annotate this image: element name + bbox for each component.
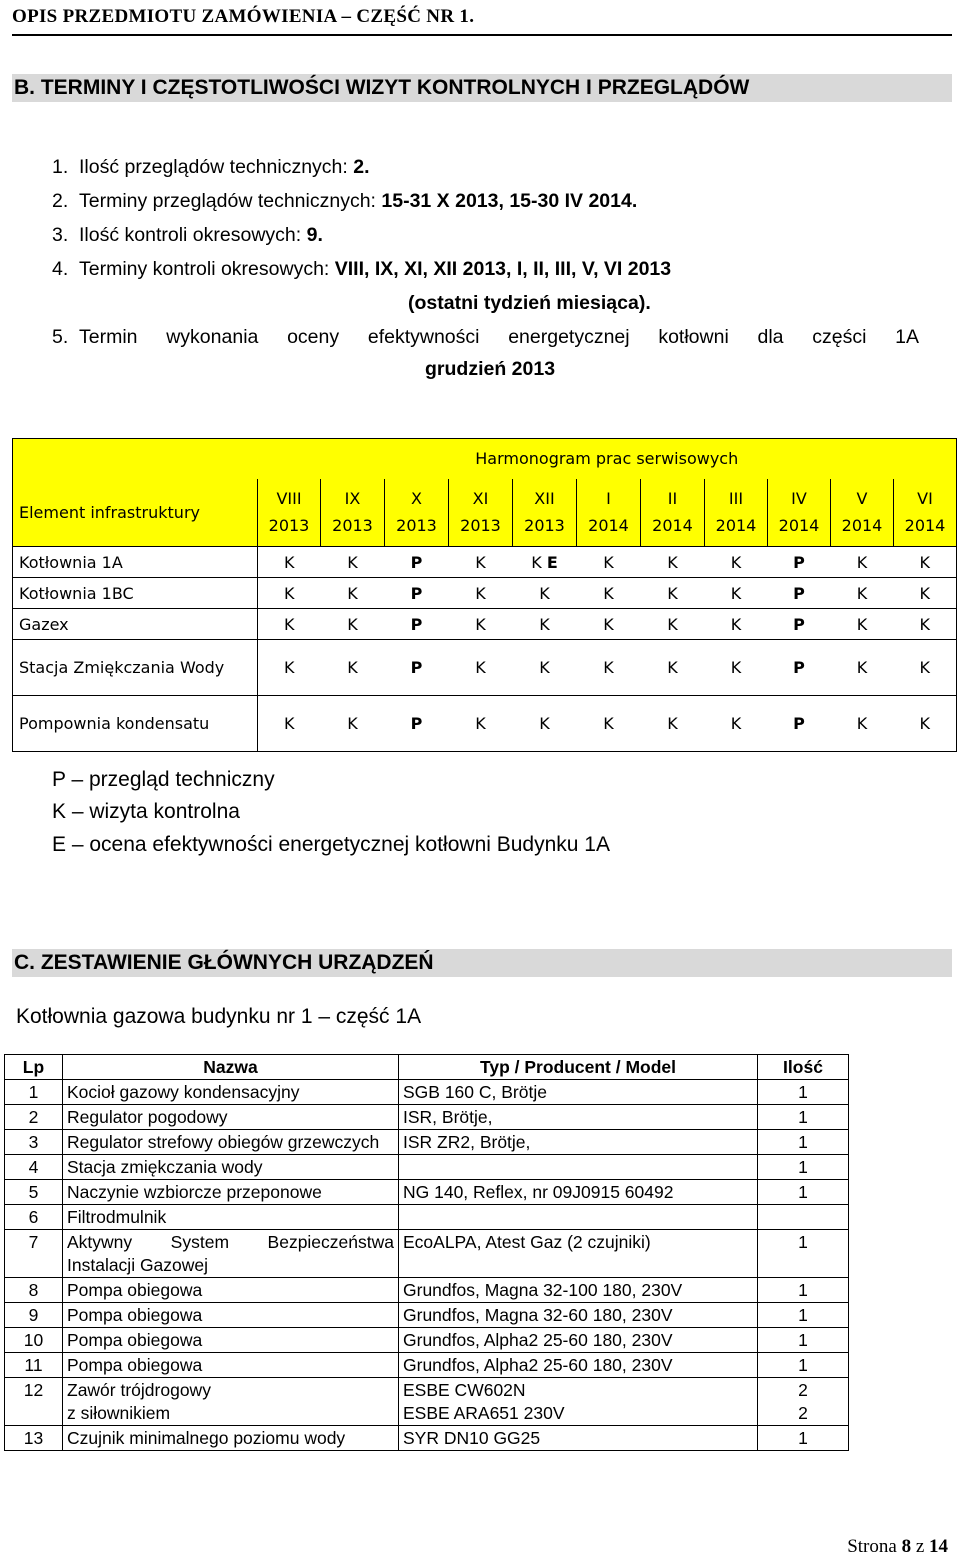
- footer-label: Strona: [847, 1536, 902, 1557]
- list-item: [52, 257, 671, 281]
- section-b-heading: B. TERMINY I CZĘSTOTLIWOŚCI WIZYT KONTROLNYCH I PRZEGLĄDÓW: [12, 74, 952, 102]
- equipment-name: Pompa obiegowa: [63, 1303, 399, 1328]
- schedule-cell: K: [894, 547, 957, 578]
- month-header: III 2014: [705, 479, 768, 547]
- equipment-qty: 1: [758, 1130, 849, 1155]
- schedule-row-name: Gazex: [13, 609, 258, 640]
- table-row: [5, 1353, 849, 1378]
- equipment-type: Grundfos, Magna 32-60 180, 230V: [399, 1303, 758, 1328]
- equipment-name: Filtrodmulnik: [63, 1205, 399, 1230]
- table-row: [5, 1155, 849, 1180]
- schedule-cell: K: [449, 547, 513, 578]
- table-row: [5, 1278, 849, 1303]
- month-header: V 2014: [831, 479, 894, 547]
- list-number: 3.: [52, 224, 69, 246]
- schedule-row: [13, 696, 957, 752]
- list-text: Terminy kontroli okresowych:: [79, 258, 335, 280]
- footer-page-number: 8: [901, 1536, 912, 1557]
- schedule-cell: K: [577, 640, 641, 696]
- service-schedule-table: [12, 438, 957, 752]
- month-header: VI 2014: [894, 479, 957, 547]
- schedule-cell: P: [768, 578, 831, 609]
- equipment-name: Zawór trójdrogowy z siłownikiem: [63, 1378, 399, 1426]
- equipment-name: Kocioł gazowy kondensacyjny: [63, 1080, 399, 1105]
- schedule-cell: K: [513, 640, 577, 696]
- month-header: XI 2013: [449, 479, 513, 547]
- schedule-cell: K: [449, 578, 513, 609]
- list-number: 1.: [52, 156, 69, 178]
- equipment-name: Regulator pogodowy: [63, 1105, 399, 1130]
- equipment-type: ESBE CW602N ESBE ARA651 230V: [399, 1378, 758, 1426]
- equipment-lp: 13: [5, 1426, 63, 1451]
- list-item: [52, 155, 369, 179]
- col-header-lp: Lp: [5, 1055, 63, 1080]
- equipment-qty: 1: [758, 1328, 849, 1353]
- table-row: [5, 1303, 849, 1328]
- schedule-cell: K: [831, 547, 894, 578]
- equipment-qty: 1: [758, 1426, 849, 1451]
- schedule-cell: P: [385, 696, 449, 752]
- schedule-cell: K: [258, 609, 321, 640]
- schedule-cell: K: [894, 640, 957, 696]
- schedule-cell: K: [641, 696, 705, 752]
- schedule-cell: K: [513, 578, 577, 609]
- schedule-caption: Harmonogram prac serwisowych: [258, 439, 957, 479]
- schedule-cell: K: [894, 609, 957, 640]
- equipment-qty: 1: [758, 1230, 849, 1278]
- equipment-type: EcoALPA, Atest Gaz (2 czujniki): [399, 1230, 758, 1278]
- schedule-cell: K: [894, 696, 957, 752]
- schedule-cell: K E: [513, 547, 577, 578]
- equipment-qty: 1: [758, 1105, 849, 1130]
- schedule-corner-cell: [13, 439, 258, 479]
- page-footer: [847, 1536, 948, 1558]
- table-row: [5, 1378, 849, 1426]
- schedule-cell: P: [768, 609, 831, 640]
- schedule-cell: K: [641, 578, 705, 609]
- equipment-name: Regulator strefowy obiegów grzewczych: [63, 1130, 399, 1155]
- month-header: II 2014: [641, 479, 705, 547]
- schedule-cell: P: [385, 609, 449, 640]
- month-header: X 2013: [385, 479, 449, 547]
- schedule-cell: P: [385, 578, 449, 609]
- schedule-row: [13, 640, 957, 696]
- list-text: Terminy przeglądów technicznych:: [79, 190, 382, 212]
- list-text: Termin wykonania oceny efektywności energetycznej kotłowni dla części 1A: [79, 326, 919, 348]
- schedule-row: [13, 547, 957, 578]
- equipment-type: SGB 160 C, Brötje: [399, 1080, 758, 1105]
- table-row: [5, 1328, 849, 1353]
- list-item: [52, 223, 323, 247]
- list-number: 2.: [52, 190, 69, 212]
- legend-item: E – ocena efektywności energetycznej kotłowni Budynku 1A: [52, 833, 610, 856]
- month-header: XII 2013: [513, 479, 577, 547]
- schedule-body: [13, 547, 957, 752]
- section-c-heading: C. ZESTAWIENIE GŁÓWNYCH URZĄDZEŃ: [12, 949, 952, 977]
- schedule-cell: P: [768, 547, 831, 578]
- equipment-type: Grundfos, Alpha2 25-60 180, 230V: [399, 1328, 758, 1353]
- equipment-lp: 7: [5, 1230, 63, 1278]
- schedule-row-name: Kotłownia 1A: [13, 547, 258, 578]
- equipment-qty: 1: [758, 1080, 849, 1105]
- equipment-lp: 1: [5, 1080, 63, 1105]
- schedule-cell: K: [321, 547, 385, 578]
- list-number: 4.: [52, 258, 69, 280]
- schedule-cell: K: [258, 696, 321, 752]
- list-value: 9.: [306, 224, 323, 246]
- equipment-qty: 1: [758, 1155, 849, 1180]
- col-header-type: Typ / Producent / Model: [399, 1055, 758, 1080]
- schedule-cell: K: [577, 609, 641, 640]
- equipment-type: Grundfos, Magna 32-100 180, 230V: [399, 1278, 758, 1303]
- equipment-name: Stacja zmiękczania wody: [63, 1155, 399, 1180]
- list-number: 5.: [52, 326, 69, 348]
- col-header-qty: Ilość: [758, 1055, 849, 1080]
- schedule-cell: K: [705, 547, 768, 578]
- list-item-continuation: [408, 291, 651, 315]
- equipment-subtitle: Kotłownia gazowa budynku nr 1 – część 1A: [16, 1005, 422, 1028]
- month-header: IX 2013: [321, 479, 385, 547]
- equipment-qty: 1: [758, 1180, 849, 1205]
- schedule-cell: K: [321, 640, 385, 696]
- list-item: [52, 325, 920, 349]
- schedule-cell: K: [258, 640, 321, 696]
- schedule-cell: K: [831, 609, 894, 640]
- schedule-cell: K: [705, 640, 768, 696]
- list-value: VIII, IX, XI, XII 2013, I, II, III, V, VI 2013: [334, 258, 672, 280]
- table-row: [5, 1230, 849, 1278]
- schedule-cell: P: [385, 640, 449, 696]
- schedule-cell: K: [513, 696, 577, 752]
- equipment-lp: 11: [5, 1353, 63, 1378]
- table-row: [5, 1105, 849, 1130]
- schedule-cell: P: [768, 640, 831, 696]
- equipment-lp: 8: [5, 1278, 63, 1303]
- schedule-row: [13, 578, 957, 609]
- schedule-cell: K: [258, 547, 321, 578]
- schedule-row: [13, 609, 957, 640]
- equipment-name: Naczynie wzbiorcze przeponowe: [63, 1180, 399, 1205]
- schedule-cell: K: [831, 696, 894, 752]
- list-item: [52, 189, 637, 213]
- table-row: [5, 1205, 849, 1230]
- schedule-row-name: Pompownia kondensatu: [13, 696, 258, 752]
- schedule-cell: K: [705, 578, 768, 609]
- equipment-name: Pompa obiegowa: [63, 1278, 399, 1303]
- schedule-cell: K: [705, 696, 768, 752]
- schedule-cell: K: [894, 578, 957, 609]
- equipment-lp: 3: [5, 1130, 63, 1155]
- equipment-qty: [758, 1205, 849, 1230]
- month-header: I 2014: [577, 479, 641, 547]
- schedule-row-name: Kotłownia 1BC: [13, 578, 258, 609]
- schedule-cell: P: [768, 696, 831, 752]
- month-header: IV 2014: [768, 479, 831, 547]
- schedule-cell: K: [258, 578, 321, 609]
- footer-page-total: 14: [929, 1536, 948, 1557]
- table-row: [5, 1180, 849, 1205]
- equipment-qty: 2 2: [758, 1378, 849, 1426]
- equipment-type: SYR DN10 GG25: [399, 1426, 758, 1451]
- table-row: [5, 1130, 849, 1155]
- equipment-qty: 1: [758, 1278, 849, 1303]
- schedule-cell: K: [641, 609, 705, 640]
- legend-item: P – przegląd techniczny: [52, 768, 275, 791]
- equipment-type: ISR ZR2, Brötje,: [399, 1130, 758, 1155]
- schedule-cell: K: [449, 696, 513, 752]
- legend-item: K – wizyta kontrolna: [52, 800, 240, 823]
- schedule-cell: K: [449, 609, 513, 640]
- table-row: [5, 1080, 849, 1105]
- list-text: Ilość przeglądów technicznych:: [79, 156, 354, 178]
- equipment-body: [5, 1080, 849, 1451]
- table-row: [5, 1426, 849, 1451]
- list-text: Ilość kontroli okresowych:: [79, 224, 307, 246]
- schedule-row-name: Stacja Zmiękczania Wody: [13, 640, 258, 696]
- equipment-type: [399, 1155, 758, 1180]
- footer-separator: z: [911, 1536, 929, 1557]
- col-header-name: Nazwa: [63, 1055, 399, 1080]
- list-value: grudzień 2013: [425, 358, 556, 380]
- schedule-cell: P: [385, 547, 449, 578]
- schedule-cell: K: [831, 578, 894, 609]
- equipment-type: [399, 1205, 758, 1230]
- equipment-type: Grundfos, Alpha2 25-60 180, 230V: [399, 1353, 758, 1378]
- equipment-lp: 9: [5, 1303, 63, 1328]
- schedule-cell: K: [449, 640, 513, 696]
- schedule-cell: K: [513, 609, 577, 640]
- equipment-lp: 5: [5, 1180, 63, 1205]
- equipment-lp: 4: [5, 1155, 63, 1180]
- equipment-name: Pompa obiegowa: [63, 1353, 399, 1378]
- equipment-lp: 10: [5, 1328, 63, 1353]
- schedule-cell: K: [321, 609, 385, 640]
- schedule-cell: K: [321, 578, 385, 609]
- schedule-cell: K: [831, 640, 894, 696]
- schedule-cell: K: [705, 609, 768, 640]
- document-header: OPIS PRZEDMIOTU ZAMÓWIENIA – CZĘŚĆ NR 1.: [12, 4, 952, 36]
- equipment-name: Pompa obiegowa: [63, 1328, 399, 1353]
- equipment-qty: 1: [758, 1353, 849, 1378]
- equipment-type: ISR, Brötje,: [399, 1105, 758, 1130]
- schedule-cell: K: [641, 547, 705, 578]
- equipment-lp: 2: [5, 1105, 63, 1130]
- equipment-name: Aktywny System Bezpieczeństwa Instalacji Gazowej: [63, 1230, 399, 1278]
- schedule-cell: K: [577, 547, 641, 578]
- equipment-lp: 12: [5, 1378, 63, 1426]
- month-header: VIII 2013: [258, 479, 321, 547]
- schedule-cell: K: [577, 696, 641, 752]
- equipment-lp: 6: [5, 1205, 63, 1230]
- schedule-first-header: Element infrastruktury: [13, 479, 258, 547]
- schedule-cell: K: [577, 578, 641, 609]
- list-item-continuation: [425, 357, 555, 381]
- schedule-cell: K: [321, 696, 385, 752]
- equipment-table: [4, 1054, 849, 1451]
- list-value: (ostatni tydzień miesiąca).: [408, 292, 651, 314]
- schedule-cell: K: [641, 640, 705, 696]
- equipment-type: NG 140, Reflex, nr 09J0915 60492: [399, 1180, 758, 1205]
- list-value: 2.: [353, 156, 370, 178]
- list-value: 15-31 X 2013, 15-30 IV 2014.: [381, 190, 638, 212]
- equipment-name: Czujnik minimalnego poziomu wody: [63, 1426, 399, 1451]
- equipment-qty: 1: [758, 1303, 849, 1328]
